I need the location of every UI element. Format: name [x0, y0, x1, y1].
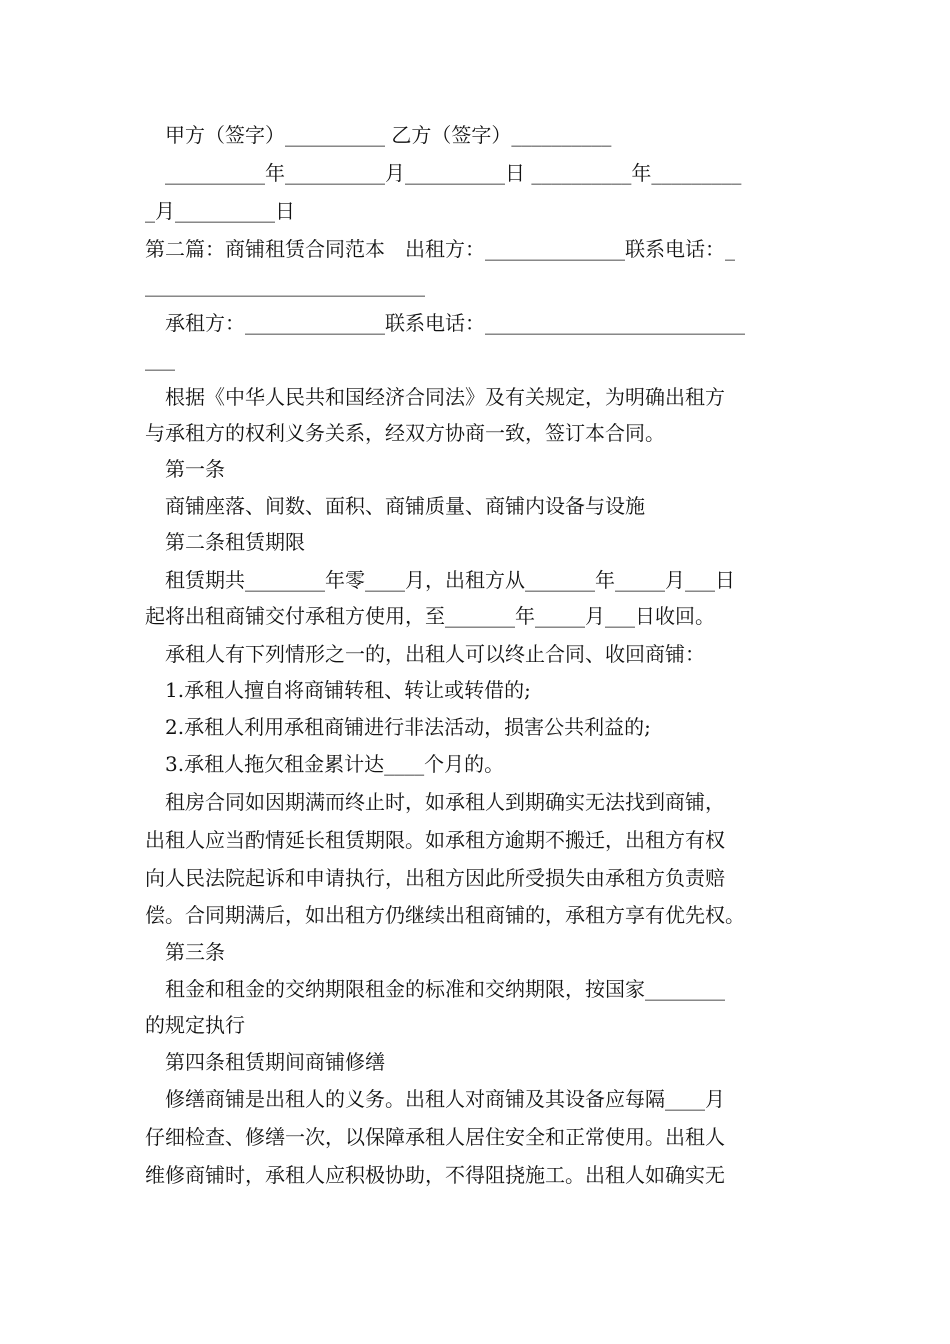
signature-line-parties: 甲方（签字）__________ 乙方（签字）__________ [145, 123, 612, 147]
article-heading: 第一条 [145, 457, 225, 481]
paragraph-line: 租金和租金的交纳期限租金的标准和交纳期限，按国家________ [145, 977, 725, 1001]
paragraph-line: 仔细检查、修缮一次，以保障承租人居住安全和正常使用。出租人 [145, 1125, 725, 1149]
paragraph-line: 租赁期共________年零____月，出租方从_______年_____月___日 [145, 568, 735, 592]
paragraph-line: 向人民法院起诉和申请执行，出租方因此所受损失由承租方负责赔 [145, 866, 725, 890]
paragraph-line: 起将出租商铺交付承租方使用，至_______年_____月___日收回。 [145, 604, 715, 628]
article-heading: 第三条 [145, 940, 225, 964]
paragraph-line: 维修商铺时，承租人应积极协助，不得阻挠施工。出租人如确实无 [145, 1163, 725, 1187]
list-item: 2.承租人利用承租商铺进行非法活动，损害公共利益的; [145, 715, 651, 739]
paragraph-line: 与承租方的权利义务关系，经双方协商一致，签订本合同。 [145, 421, 665, 445]
paragraph-line: 的规定执行 [145, 1013, 245, 1037]
list-item: 1.承租人擅自将商铺转租、转让或转借的; [145, 678, 531, 702]
signature-date-line: __________年__________月__________日 __________年_________ [145, 161, 742, 185]
paragraph-line: 承租人有下列情形之一的，出租人可以终止合同、收回商铺： [145, 642, 705, 666]
paragraph-line: 租房合同如因期满而终止时，如承租人到期确实无法找到商铺， [145, 790, 725, 814]
paragraph-line: 偿。合同期满后，如出租方仍继续出租商铺的，承租方享有优先权。 [145, 903, 745, 927]
article-heading: 第四条租赁期间商铺修缮 [145, 1050, 385, 1074]
paragraph-line: 修缮商铺是出租人的义务。出租人对商铺及其设备应每隔____月 [145, 1087, 725, 1111]
paragraph-line: 根据《中华人民共和国经济合同法》及有关规定，为明确出租方 [145, 385, 725, 409]
paragraph-line: 商铺座落、间数、面积、商铺质量、商铺内设备与设施 [145, 494, 645, 518]
lessee-line: 承租方：______________联系电话：__________________________ [145, 311, 745, 335]
lessor-phone-blank: ____________________________ [145, 273, 425, 297]
list-item: 3.承租人拖欠租金累计达____个月的。 [145, 752, 505, 776]
lessee-phone-blank: ___ [145, 347, 175, 371]
section-title-line: 第二篇：商铺租赁合同范本 出租方：______________联系电话：_ [145, 237, 735, 261]
signature-date-line-continued: _月__________日 [145, 199, 295, 223]
paragraph-line: 出租人应当酌情延长租赁期限。如承租方逾期不搬迁，出租方有权 [145, 828, 725, 852]
article-heading: 第二条租赁期限 [145, 530, 305, 554]
